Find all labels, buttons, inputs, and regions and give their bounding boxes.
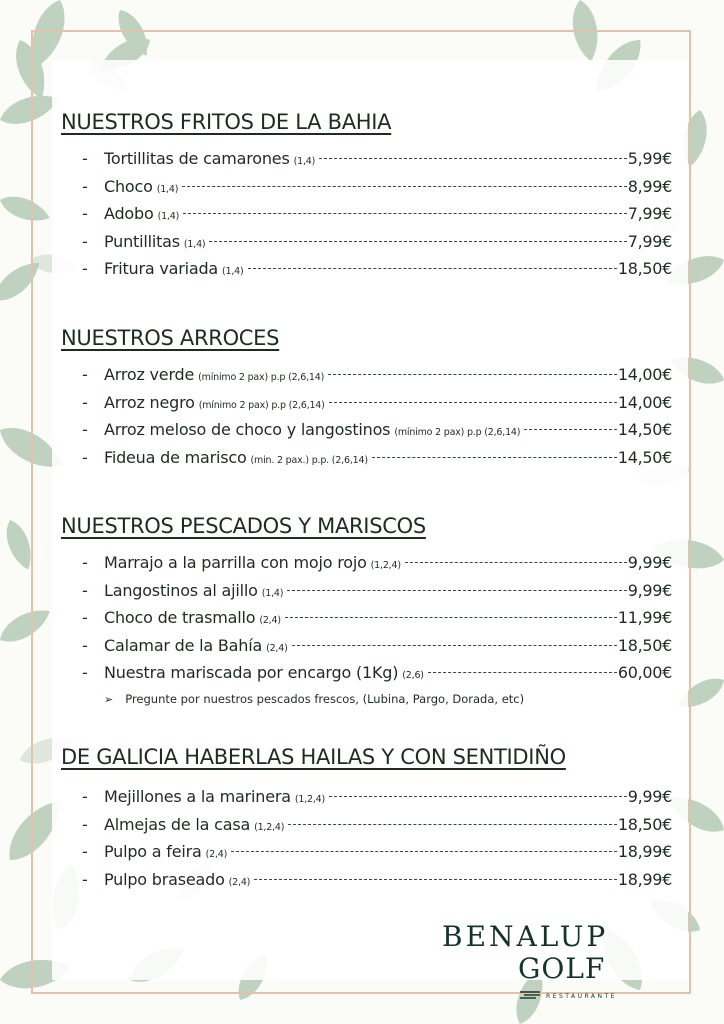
menu-item: - Langostinos al ajillo (1,4) 9,99€ <box>82 580 672 600</box>
menu-item: - Tortillitas de camarones (1,4) 5,99€ <box>82 149 672 168</box>
arrow-bullet-icon: ➢ <box>104 692 114 706</box>
menu-item: - Mejillones a la marinera (1,2,4) 9,99€ <box>82 787 672 806</box>
menu-item: - Pulpo braseado (2,4) 18,99€ <box>82 869 672 889</box>
section-title-galicia: DE GALICIA HABERLAS HAILAS Y CON SENTIDIÑO <box>61 745 566 769</box>
menu-item: - Marrajo a la parrilla con mojo rojo (1,2,4) 9,99€ <box>82 553 672 572</box>
pescados-list <box>82 553 672 691</box>
fritos-list <box>82 149 672 287</box>
menu-item: - Calamar de la Bahía (2,4) 18,50€ <box>82 635 672 655</box>
menu-item: - Almejas de la casa (1,2,4) 18,50€ <box>82 814 672 834</box>
logo-lines-icon <box>518 990 544 1000</box>
logo-line-1: BENALUP <box>442 920 609 953</box>
menu-item: - Puntillitas (1,4) 7,99€ <box>82 231 672 251</box>
logo-line-2: GOLF <box>518 952 606 985</box>
section-title-fritos: NUESTROS FRITOS DE LA BAHIA <box>61 110 392 134</box>
fresh-fish-note: ➢ Pregunte por nuestros pescados frescos, (Lubina, Pargo, Dorada, etc) <box>104 692 525 706</box>
menu-item: - Choco (1,4) 8,99€ <box>82 176 672 196</box>
section-title-arroces: NUESTROS ARROCES <box>61 326 280 350</box>
menu-item: - Adobo (1,4) 7,99€ <box>82 204 672 223</box>
menu-item: - Nuestra mariscada por encargo (1Kg) (2,6) 60,00€ <box>82 663 672 682</box>
menu-item: - Arroz verde (mínimo 2 pax) p.p (2,6,14) 14,00€ <box>82 365 672 384</box>
section-title-pescados: NUESTROS PESCADOS Y MARISCOS <box>61 514 426 538</box>
menu-item: - Arroz negro (mínimo 2 pax) p.p (2,6,14) 14,00€ <box>82 392 672 412</box>
galicia-list <box>82 787 672 897</box>
menu-item: - Fritura variada (1,4) 18,50€ <box>82 259 672 278</box>
menu-item: - Choco de trasmallo (2,4) 11,99€ <box>82 608 672 627</box>
menu-item: - Fideua de marisco (min. 2 pax.) p.p. (2,6,14) 14,50€ <box>82 447 672 467</box>
arroces-list <box>82 365 672 475</box>
benalup-golf-logo <box>434 920 624 1010</box>
menu-item: - Arroz meloso de choco y langostinos (mínimo 2 pax) p.p (2,6,14) 14,50€ <box>82 420 672 439</box>
menu-item: - Pulpo a feira (2,4) 18,99€ <box>82 842 672 861</box>
logo-subtitle: RESTAURANTE <box>546 993 617 1000</box>
